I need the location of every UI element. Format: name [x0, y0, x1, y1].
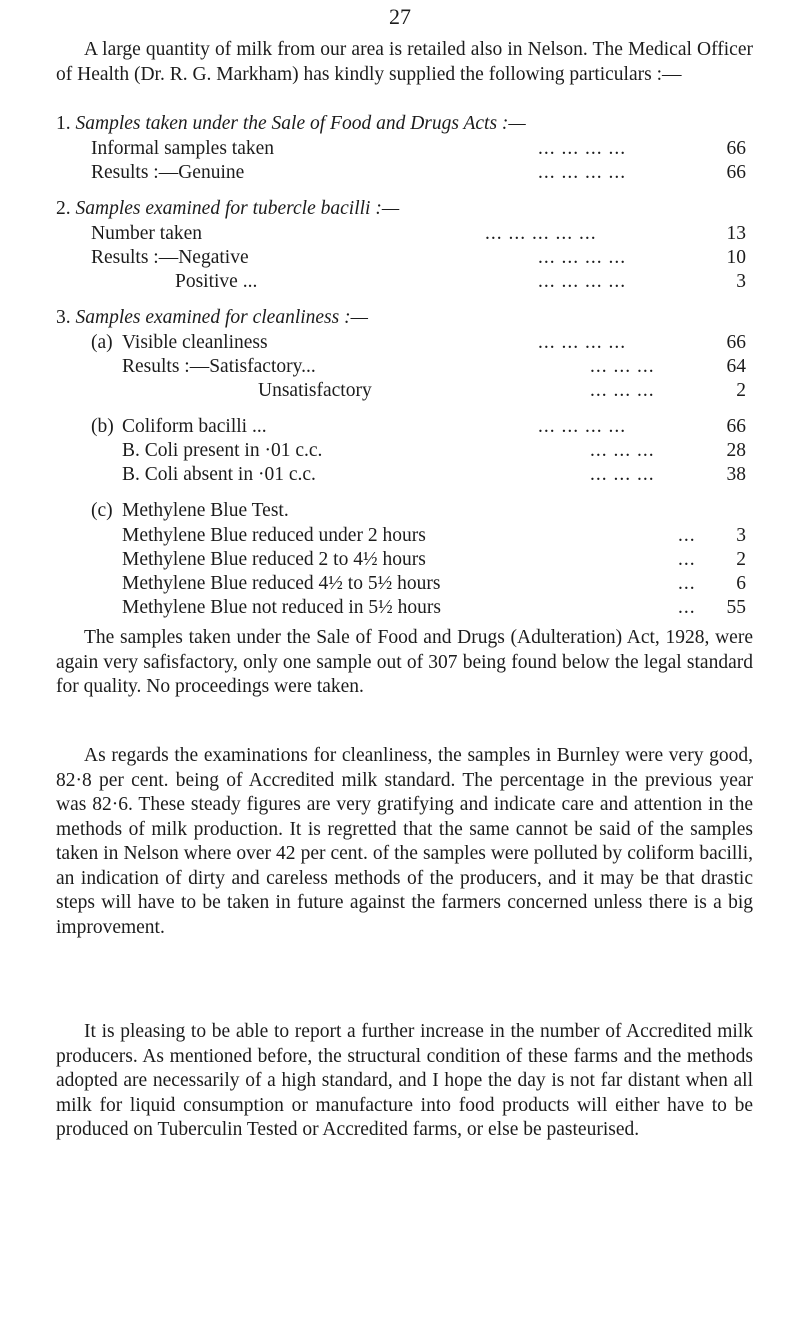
sa-row-2-value: 64 [726, 356, 746, 377]
section-1-number: 1. [56, 113, 71, 134]
s2-row-2-value: 10 [726, 247, 746, 268]
sa-row-3-dots: ... ... ... [590, 380, 655, 401]
page-number: 27 [389, 4, 411, 29]
section-1-title: Samples taken under the Sale of Food and Drugs Acts :— [75, 113, 526, 134]
sb-row-1-label: Coliform bacilli ... [122, 416, 267, 437]
s2-row-1-value: 13 [726, 223, 746, 244]
s1-row-1-label: Informal samples taken [91, 138, 275, 159]
sb-row-2-label: B. Coli present in ·01 c.c. [122, 440, 323, 461]
sc-row-4-dots: ... [678, 597, 696, 618]
section-1-heading [56, 112, 526, 136]
sc-row-3-value: 6 [736, 573, 746, 594]
sub-b-marker: (b) [91, 416, 114, 437]
paragraph-sale-of-food: The samples taken under the Sale of Food and Drugs (Adulteration) Act, 1928, were again very safisfactory, only one sample out of 307 being found below the legal standard for quality. No proceedings were taken. [56, 627, 753, 697]
sc-row-3-label: Methylene Blue reduced 4½ to 5½ hours [122, 573, 441, 594]
sa-row-2-dots: ... ... ... [590, 356, 655, 377]
sa-row-1-label: Visible cleanliness [122, 332, 268, 353]
sb-row-3-value: 38 [726, 464, 746, 485]
section-2-heading [56, 197, 399, 221]
paragraph-cleanliness: As regards the examinations for cleanliness, the samples in Burnley were very good, 82·8 per cent. being of Accredited milk standard. The percentage in the previous year was 82·6. These steady figures are very gratifying and indicate care and attention in the methods of milk production. It is regretted that the same cannot be said of the samples taken in Nelson where over 42 per cent. of the samples were polluted by coliform bacilli, an indication of dirty and careless methods of the producers, and it may be that drastic steps will have to be taken in future against the farmers concerned unless there is a big improvement. [56, 745, 753, 938]
section-3-heading [56, 306, 368, 330]
sb-row-1-value: 66 [726, 416, 746, 437]
sa-row-3-label: Unsatisfactory [258, 380, 372, 401]
sa-row-1-dots: ... ... ... ... [538, 332, 627, 353]
sc-row-3-dots: ... [678, 573, 696, 594]
s2-row-3-dots: ... ... ... ... [538, 271, 627, 292]
sc-row-4-label: Methylene Blue not reduced in 5½ hours [122, 597, 441, 618]
sb-row-2-value: 28 [726, 440, 746, 461]
s2-row-2-label: Results :—Negative [91, 247, 249, 268]
section-3-title: Samples examined for cleanliness :— [75, 307, 368, 328]
sc-row-1-label: Methylene Blue reduced under 2 hours [122, 525, 426, 546]
paragraph-accredited: It is pleasing to be able to report a further increase in the number of Accredited milk producers. As mentioned before, the structural condition of these farms and the methods adopted are necessarily of a high standard, and I hope the day is not far distant when all milk for liquid consumption or manufacture into food products will either have to be produced on Tuberculin Tested or Accredited farms, or else be pasteurised. [56, 1021, 753, 1140]
sa-row-2-label: Results :—Satisfactory... [122, 356, 316, 377]
sb-row-1-dots: ... ... ... ... [538, 416, 627, 437]
sc-row-2-value: 2 [736, 549, 746, 570]
sb-row-2-dots: ... ... ... [590, 440, 655, 461]
s2-row-3-value: 3 [736, 271, 746, 292]
section-2-title: Samples examined for tubercle bacilli :— [75, 198, 400, 219]
sub-c-title: Methylene Blue Test. [122, 500, 289, 521]
s1-row-2-dots: ... ... ... ... [538, 162, 627, 183]
sb-row-3-dots: ... ... ... [590, 464, 655, 485]
s1-row-2-label: Results :—Genuine [91, 162, 245, 183]
sa-row-3-value: 2 [736, 380, 746, 401]
s1-row-1-dots: ... ... ... ... [538, 138, 627, 159]
sub-c-marker: (c) [91, 500, 113, 521]
sb-row-3-label: B. Coli absent in ·01 c.c. [122, 464, 316, 485]
s2-row-1-dots: ... ... ... ... ... [485, 223, 597, 244]
sc-row-1-value: 3 [736, 525, 746, 546]
s2-row-1-label: Number taken [91, 223, 203, 244]
sc-row-4-value: 55 [726, 597, 746, 618]
sc-row-1-dots: ... [678, 525, 696, 546]
s1-row-2-value: 66 [726, 162, 746, 183]
section-2-number: 2. [56, 198, 71, 219]
intro-paragraph: A large quantity of milk from our area is retailed also in Nelson. The Medical Officer of Health (Dr. R. G. Markham) has kindly supplied the following particulars :— [56, 39, 753, 85]
s1-row-1-value: 66 [726, 138, 746, 159]
sc-row-2-label: Methylene Blue reduced 2 to 4½ hours [122, 549, 426, 570]
sa-row-1-value: 66 [726, 332, 746, 353]
s2-row-2-dots: ... ... ... ... [538, 247, 627, 268]
s2-row-3-label: Positive ... [175, 271, 258, 292]
sub-a-marker: (a) [91, 332, 113, 353]
sc-row-2-dots: ... [678, 549, 696, 570]
section-3-number: 3. [56, 307, 71, 328]
